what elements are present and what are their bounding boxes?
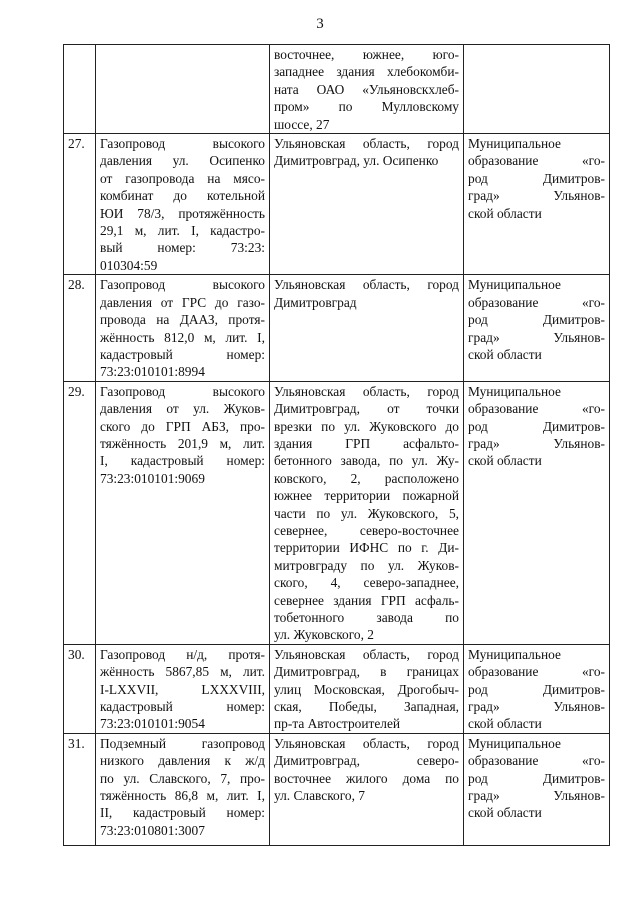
text-line: низкого давления к ж/д <box>100 753 265 769</box>
text-line: Ульяновская область, город <box>274 383 459 399</box>
owner-cell <box>464 134 610 275</box>
owner-cell <box>464 275 610 381</box>
table-row <box>64 275 610 381</box>
text-line: пр-та Автостроителей <box>274 716 401 732</box>
text-line: ЮИ 78/3, протяжённость <box>100 205 265 221</box>
text-line: Димитровград, ул. Осипенко <box>274 153 439 169</box>
object-name-cell <box>96 644 270 733</box>
table-row <box>64 381 610 644</box>
text-line: Газопровод высокого <box>100 136 265 152</box>
text-line: Димитровград, северо- <box>274 753 459 769</box>
text-line: I, кадастровый номер: <box>100 453 265 469</box>
object-name-cell <box>96 275 270 381</box>
text-line: тобетонного завода по <box>274 610 459 625</box>
text-line: севернее, северо-восточнее <box>274 522 459 538</box>
text-line: Димитровград, от точки <box>274 401 459 417</box>
owner-cell <box>464 45 610 134</box>
text-line: Подземный газопровод <box>100 735 265 751</box>
text-line: митровграду по ул. Жуков- <box>274 557 459 573</box>
location-cell <box>270 134 464 275</box>
text-line: улиц Московская, Дрогобыч- <box>274 681 459 697</box>
location-cell <box>270 45 464 134</box>
text-line: град» Ульянов- <box>468 329 605 345</box>
text-line: род Димитров- <box>468 312 605 328</box>
text-line: кадастровый номер: <box>100 699 265 715</box>
text-line: ской области <box>468 805 542 821</box>
text-line: Газопровод н/д, протя- <box>100 646 265 662</box>
text-line: ната ОАО «Ульяновскхлеб- <box>274 81 459 97</box>
text-line: севернее здания ГРП асфаль- <box>274 592 459 608</box>
text-line: 73:23:010101:9069 <box>100 470 205 486</box>
row-number: 29. <box>64 381 96 644</box>
page-number: 3 <box>316 16 324 32</box>
text-line: кадастровый номер: <box>100 346 265 362</box>
text-line: части по ул. Жуковского, 5, <box>274 505 459 521</box>
text-line: Ульяновская область, город <box>274 646 459 662</box>
text-line: бетонного завода, по ул. Жу- <box>274 453 459 469</box>
owner-cell <box>464 733 610 845</box>
text-line: Димитровград, в границах <box>274 664 459 680</box>
text-line: давления от ГРС до газо- <box>100 294 265 310</box>
text-line: Газопровод высокого <box>100 277 265 293</box>
location-cell <box>270 733 464 845</box>
text-line: Муниципальное <box>468 646 561 662</box>
text-line: ская, Победы, Западная, <box>274 699 459 715</box>
text-line: территории ИФНС по г. Ди- <box>274 540 459 556</box>
text-line: ской области <box>468 716 542 732</box>
row-number: 27. <box>64 134 96 275</box>
object-name-cell <box>96 381 270 644</box>
object-name-cell <box>96 134 270 275</box>
text-line: ской области <box>468 453 542 469</box>
text-line: восточнее жилого дома по <box>274 770 459 786</box>
text-line: Муниципальное <box>468 277 561 293</box>
text-line: Ульяновская область, город <box>274 277 459 293</box>
table-row <box>64 134 610 275</box>
table-row <box>64 644 610 733</box>
text-line: ул. Славского, 7 <box>274 788 365 804</box>
row-number: 28. <box>64 275 96 381</box>
row-number <box>64 45 96 134</box>
text-line: град» Ульянов- <box>468 699 605 715</box>
text-line: 73:23:010101:9054 <box>100 716 205 732</box>
text-line: град» Ульянов- <box>468 188 605 204</box>
text-line: ской области <box>468 346 542 362</box>
text-line: Ульяновская область, город <box>274 136 459 152</box>
text-line: Муниципальное <box>468 735 561 751</box>
text-line: провода на ДААЗ, протя- <box>100 312 265 328</box>
text-line: по ул. Славского, 7, про- <box>100 770 265 786</box>
text-line: шоссе, 27 <box>274 116 330 132</box>
location-cell <box>270 644 464 733</box>
text-line: давления от ул. Жуков- <box>100 401 265 417</box>
text-line: град» Ульянов- <box>468 788 605 804</box>
text-line: 010304:59 <box>100 257 158 273</box>
text-line: от газопровода на мясо- <box>100 170 265 186</box>
table-row <box>64 45 610 134</box>
text-line: образование «го- <box>468 401 605 417</box>
text-line: давления ул. Осипенко <box>100 153 265 169</box>
text-line: образование «го- <box>468 664 605 680</box>
text-line: вый номер: 73:23: <box>100 240 265 256</box>
text-line: южнее территории пожарной <box>274 488 459 504</box>
text-line: град» Ульянов- <box>468 435 605 451</box>
text-line: жённость 812,0 м, лит. I, <box>100 329 265 345</box>
text-line: пром» по Мулловскому <box>274 99 459 115</box>
text-line: здания ГРП асфальто- <box>274 435 459 451</box>
owner-cell <box>464 644 610 733</box>
text-line: врезки по ул. Жуковского до <box>274 418 459 434</box>
text-line: тяжённость 201,9 м, лит. <box>100 435 265 451</box>
text-line: Газопровод высокого <box>100 383 265 399</box>
text-line: Димитровград <box>274 294 357 310</box>
location-cell <box>270 275 464 381</box>
text-line: комбинат до котельной <box>100 188 265 204</box>
row-number: 31. <box>64 733 96 845</box>
text-line: образование «го- <box>468 294 605 310</box>
owner-cell <box>464 381 610 644</box>
table-row <box>64 733 610 845</box>
registry-table <box>63 44 610 846</box>
text-line: род Димитров- <box>468 418 605 434</box>
text-line: западнее здания хлебокомби- <box>274 64 459 80</box>
object-name-cell <box>96 733 270 845</box>
location-cell <box>270 381 464 644</box>
text-line: I-LXXVII, LXXXVIII, <box>100 681 265 697</box>
text-line: образование «го- <box>468 153 605 169</box>
object-name-cell <box>96 45 270 134</box>
text-line: ул. Жуковского, 2 <box>274 627 374 643</box>
text-line: ковского, 2, расположено <box>274 470 459 486</box>
text-line: Муниципальное <box>468 383 561 399</box>
text-line: род Димитров- <box>468 770 605 786</box>
text-line: Муниципальное <box>468 136 561 152</box>
text-line: образование «го- <box>468 753 605 769</box>
text-line: Ульяновская область, город <box>274 735 459 751</box>
text-line: 73:23:010801:3007 <box>100 822 205 838</box>
text-line: ской области <box>468 205 542 221</box>
text-line: жённость 5867,85 м, лит. <box>100 664 265 680</box>
row-number: 30. <box>64 644 96 733</box>
text-line: род Димитров- <box>468 681 605 697</box>
text-line: тяжённость 86,8 м, лит. I, <box>100 788 265 804</box>
text-line: 29,1 м, лит. I, кадастро- <box>100 223 265 239</box>
text-line: род Димитров- <box>468 170 605 186</box>
text-line: ского до ГРП АБЗ, про- <box>100 418 265 434</box>
text-line: 73:23:010101:8994 <box>100 364 205 380</box>
text-line: II, кадастровый номер: <box>100 805 265 821</box>
text-line: ского, 4, северо-западнее, <box>274 575 459 591</box>
text-line: восточнее, южнее, юго- <box>274 47 459 62</box>
